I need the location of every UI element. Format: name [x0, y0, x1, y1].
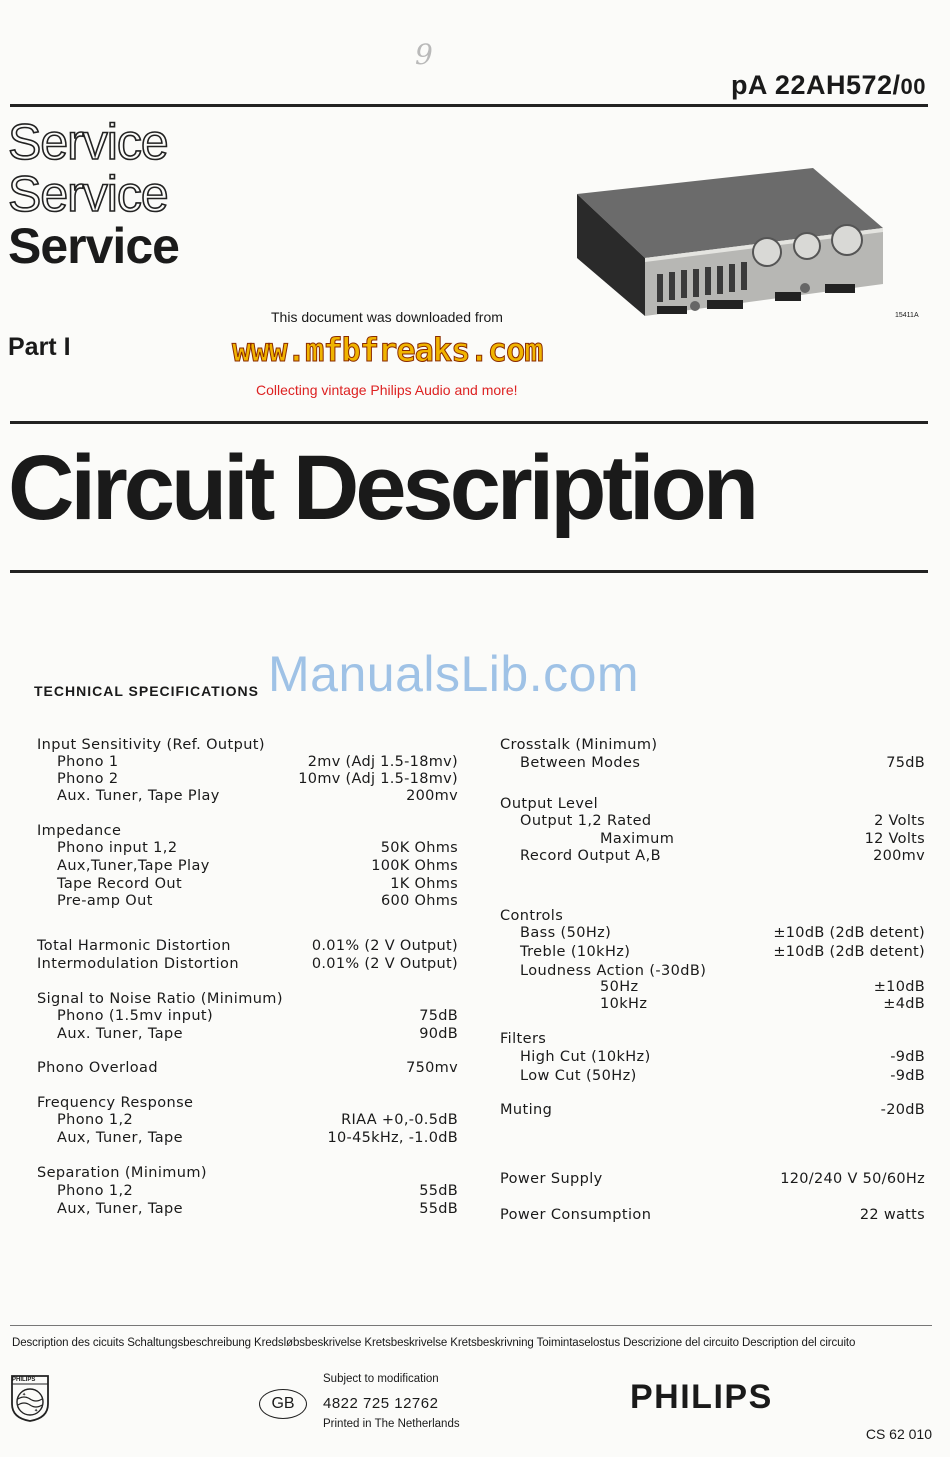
spec-left-label: Frequency Response	[37, 1095, 194, 1111]
spec-left-label: Phono (1.5mv input)	[57, 1008, 214, 1024]
spec-left-value: 90dB	[419, 1026, 458, 1042]
language-line: Description des cicuits Schaltungsbeschreibung Kredsløbsbeskrivelse Kretsbeskrivelse Kretsbeskrivning Toimintaselostus Descrizione del circuito Description del circuito	[12, 1337, 856, 1349]
spec-left-value: 100K Ohms	[371, 858, 458, 874]
spec-right-value: -20dB	[880, 1102, 925, 1118]
pencil-mark: 9	[415, 38, 433, 71]
spec-left-label: Impedance	[37, 823, 122, 839]
spec-left-label: Phono 1,2	[57, 1112, 134, 1128]
amplifier-photo	[575, 166, 885, 326]
service-word-1: Service	[8, 114, 168, 170]
footer-rule	[10, 1325, 932, 1326]
spec-right-label: Record Output A,B	[520, 848, 661, 864]
spec-left-value: 0.01% (2 V Output)	[311, 956, 458, 972]
download-site-link[interactable]: www.mfbfreaks.com	[232, 331, 543, 369]
model-number	[731, 70, 926, 101]
spec-right-label: High Cut (10kHz)	[520, 1049, 651, 1065]
spec-right-value: -9dB	[890, 1068, 925, 1084]
spec-right-label: 50Hz	[600, 979, 639, 995]
spec-right-label: Filters	[500, 1031, 547, 1047]
photo-id: 15411A	[895, 312, 919, 319]
spec-right-value: ±4dB	[883, 996, 925, 1012]
spec-left-value: 1K Ohms	[390, 876, 458, 892]
spec-left-value: 55dB	[419, 1183, 458, 1199]
spec-right-label: Output 1,2 Rated	[520, 813, 652, 829]
brand-logo: PHILIPS	[630, 1378, 773, 1416]
spec-right-value: 12 Volts	[864, 831, 925, 847]
spec-left-value: 50K Ohms	[380, 840, 458, 856]
download-tagline: Collecting vintage Philips Audio and more!	[256, 382, 518, 398]
spec-right-label: Output Level	[500, 796, 599, 812]
spec-right-value: ±10dB	[873, 979, 925, 995]
spec-right-label: Muting	[500, 1102, 553, 1118]
model-main: pA 22AH572/	[730, 70, 901, 100]
shield-text: PHILIPS	[12, 1377, 36, 1383]
spec-left-value: 75dB	[419, 1008, 458, 1024]
top-rule	[10, 104, 928, 107]
spec-left-value: 10mv (Adj 1.5-18mv)	[298, 771, 458, 787]
watermark-link[interactable]: ManualsLib.com	[268, 646, 640, 702]
spec-right-label: Bass (50Hz)	[520, 925, 612, 941]
part-label: Part I	[8, 333, 71, 361]
spec-right-label: Crosstalk (Minimum)	[500, 737, 658, 753]
spec-left-label: Aux, Tuner, Tape	[57, 1130, 183, 1146]
subject-note: Subject to modification	[323, 1373, 439, 1385]
country-badge: GB	[259, 1389, 307, 1419]
spec-right-label: 10kHz	[600, 996, 648, 1012]
page-title: Circuit Description	[8, 437, 756, 539]
document-code: 4822 725 12762	[323, 1395, 439, 1412]
spec-left-value: 750mv	[406, 1060, 458, 1076]
spec-left-value: 2mv (Adj 1.5-18mv)	[307, 754, 458, 770]
spec-left-label: Phono 2	[57, 771, 119, 787]
spec-left-label: Phono 1,2	[57, 1183, 134, 1199]
spec-right-value: ±10dB (2dB detent)	[773, 944, 925, 960]
spec-right-value: ±10dB (2dB detent)	[773, 925, 925, 941]
spec-left-label: Separation (Minimum)	[37, 1165, 207, 1181]
spec-left-value: 200mv	[406, 788, 458, 804]
spec-right-value: 2 Volts	[874, 813, 925, 829]
spec-left-label: Phono 1	[57, 754, 119, 770]
printed-note: Printed in The Netherlands	[323, 1418, 460, 1430]
spec-left-label: Aux, Tuner, Tape	[57, 1201, 183, 1217]
spec-right-value: -9dB	[890, 1049, 925, 1065]
spec-left-label: Total Harmonic Distortion	[37, 938, 231, 954]
spec-left-label: Tape Record Out	[57, 876, 183, 892]
spec-left-value: 55dB	[419, 1201, 458, 1217]
spec-right-label: Controls	[500, 908, 564, 924]
spec-left-value: 0.01% (2 V Output)	[311, 938, 458, 954]
spec-left-value: 10-45kHz, -1.0dB	[327, 1130, 458, 1146]
specs-heading: TECHNICAL SPECIFICATIONS	[34, 683, 259, 699]
spec-right-label: Power Supply	[500, 1171, 603, 1187]
spec-left-label: Signal to Noise Ratio (Minimum)	[37, 991, 283, 1007]
spec-left-label: Aux,Tuner,Tape Play	[57, 858, 210, 874]
spec-right-label: Low Cut (50Hz)	[520, 1068, 637, 1084]
spec-left-label: Input Sensitivity (Ref. Output)	[37, 737, 265, 753]
spec-right-label: Maximum	[600, 831, 675, 847]
spec-right-label: Between Modes	[520, 755, 641, 771]
service-word-3: Service	[8, 218, 179, 274]
spec-left-label: Aux. Tuner, Tape Play	[57, 788, 220, 804]
download-note: This document was downloaded from	[271, 309, 503, 325]
spec-right-label: Loudness Action (-30dB)	[520, 963, 707, 979]
svg-text:✦: ✦	[22, 1392, 27, 1398]
title-rule-bottom	[10, 570, 928, 573]
spec-left-label: Aux. Tuner, Tape	[57, 1026, 183, 1042]
spec-right-value: 120/240 V 50/60Hz	[780, 1171, 925, 1187]
spec-left-value: RIAA +0,-0.5dB	[341, 1112, 458, 1128]
spec-left-label: Phono Overload	[37, 1060, 158, 1076]
spec-left-label: Phono input 1,2	[57, 840, 178, 856]
spec-right-value: 75dB	[886, 755, 925, 771]
spec-right-value: 200mv	[873, 848, 925, 864]
spec-right-value: 22 watts	[859, 1207, 925, 1223]
spec-left-label: Pre-amp Out	[57, 893, 153, 909]
model-suffix: 00	[900, 74, 926, 99]
title-rule-top	[10, 421, 928, 424]
spec-right-label: Treble (10kHz)	[520, 944, 631, 960]
spec-right-label: Power Consumption	[500, 1207, 652, 1223]
service-word-2: Service	[8, 166, 168, 222]
svg-text:✦: ✦	[34, 1408, 39, 1414]
spec-left-label: Intermodulation Distortion	[37, 956, 239, 972]
spec-left-value: 600 Ohms	[381, 893, 458, 909]
cs-number: CS 62 010	[865, 1426, 932, 1442]
